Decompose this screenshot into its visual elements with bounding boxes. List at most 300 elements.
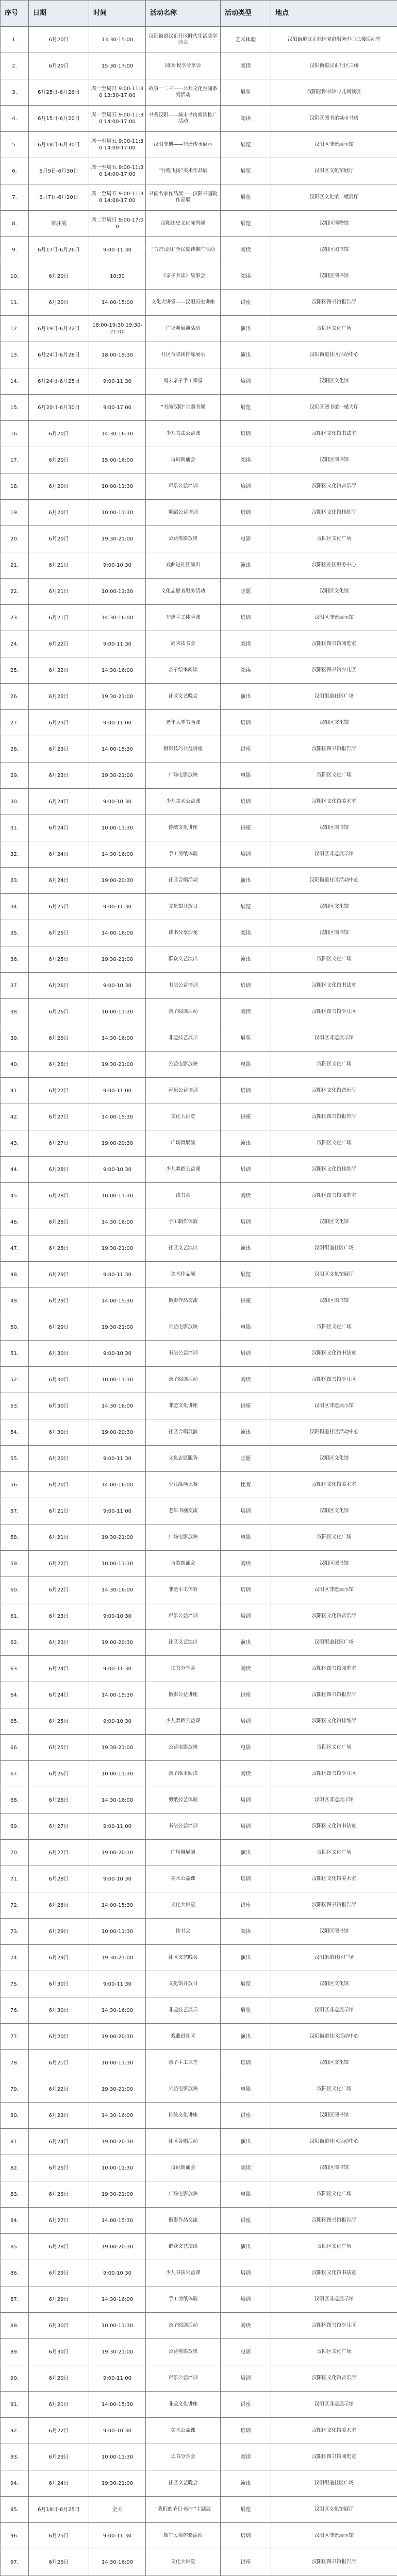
row-time: 19:30-21:00 xyxy=(89,526,146,552)
row-location: 汉阳区文化广场 xyxy=(271,2181,397,2208)
row-time: 9:00-10:30 xyxy=(89,552,146,579)
row-date: 6月30日 xyxy=(29,1341,89,1367)
row-location: 汉阳区文化馆书法室 xyxy=(271,421,397,447)
table-row xyxy=(1,1078,397,1104)
row-location: 汉阳区社区服务中心 xyxy=(271,552,397,579)
row-date: 6月25日 xyxy=(29,1708,89,1735)
header-row xyxy=(1,1,397,27)
table-row xyxy=(1,684,397,710)
table-row xyxy=(1,1919,397,1945)
row-activity-type: 比赛 xyxy=(221,1472,271,1498)
table-row xyxy=(1,999,397,1025)
row-activity-type: 培训 xyxy=(221,973,271,999)
row-index: 85. xyxy=(1,2234,29,2260)
row-activity-type: 电影 xyxy=(221,2076,271,2103)
row-date: 6月23日 xyxy=(29,762,89,789)
row-index: 89. xyxy=(1,2339,29,2365)
row-time: 10:00-11:30 xyxy=(89,473,146,500)
row-date: 6月24日 xyxy=(29,841,89,868)
row-index: 39. xyxy=(1,1025,29,1052)
row-index: 81. xyxy=(1,2129,29,2155)
row-location: 汉阳区文化馆排练厅 xyxy=(271,1157,397,1183)
row-activity-type: 阅读 xyxy=(221,1183,271,1209)
row-date: 6月22日 xyxy=(29,684,89,710)
table-row xyxy=(1,1997,397,2024)
row-date: 6月22日 xyxy=(29,631,89,657)
row-activity-type: 讲座 xyxy=(221,2549,271,2575)
row-time: 9:00-10:30 xyxy=(89,1603,146,1630)
row-index: 60. xyxy=(1,1577,29,1603)
row-location: 汉阳区文化馆 xyxy=(271,1971,397,1997)
row-location: 汉阳区非遗展示馆 xyxy=(271,1577,397,1603)
row-activity-type: 展览 xyxy=(221,1025,271,1052)
row-location: 汉阳区文化馆书法室 xyxy=(271,1341,397,1367)
row-activity-type: 培训 xyxy=(221,2365,271,2392)
row-location: 汉阳区图书馆 xyxy=(271,237,397,263)
row-activity-name: 传统文化讲座 xyxy=(146,815,221,841)
row-activity-type: 演出 xyxy=(221,2024,271,2050)
row-activity-name: 《亲子共读》故事会 xyxy=(146,263,221,290)
row-activity-type: 展览 xyxy=(221,1971,271,1997)
row-time: 9:00-10:30 xyxy=(89,1708,146,1735)
row-time: 10:00-11:30 xyxy=(89,500,146,526)
row-time: 9:00-11:00 xyxy=(89,710,146,736)
row-activity-type: 电影 xyxy=(221,1314,271,1341)
row-index: 88. xyxy=(1,2313,29,2339)
row-activity-name: 公益电影放映 xyxy=(146,1052,221,1078)
row-index: 52. xyxy=(1,1367,29,1393)
row-index: 37. xyxy=(1,973,29,999)
row-activity-name: 读书会 xyxy=(146,1919,221,1945)
table-row xyxy=(1,1183,397,1209)
row-activity-type: 培训 xyxy=(221,841,271,868)
row-activity-name: 广场电影放映 xyxy=(146,2181,221,2208)
row-time: 19:30-21:00 xyxy=(89,946,146,973)
row-location: 汉阳区文化馆 xyxy=(271,1446,397,1472)
row-date: 6月20日 xyxy=(29,1446,89,1472)
row-activity-type: 阅读 xyxy=(221,920,271,946)
row-index: 87. xyxy=(1,2286,29,2313)
row-location: 汉阳区文化广场 xyxy=(271,316,397,342)
table-row xyxy=(1,579,397,605)
row-date: 6月25日 xyxy=(29,2523,89,2549)
table-row xyxy=(1,1419,397,1446)
row-activity-name: 社区合唱活动 xyxy=(146,868,221,894)
row-location: 汉阳街道社区活动中心 xyxy=(271,2129,397,2155)
row-activity-type: 演出 xyxy=(221,684,271,710)
row-location: 汉阳区文化馆 xyxy=(271,368,397,395)
row-date: 6月20日 xyxy=(29,447,89,473)
row-index: 28. xyxy=(1,736,29,762)
row-date: 6月26日 xyxy=(29,1052,89,1078)
header-date: 日期 xyxy=(29,1,89,27)
row-activity-type: 阅读 xyxy=(221,106,271,132)
row-location: 汉阳区非遗展示馆 xyxy=(271,132,397,158)
row-index: 63. xyxy=(1,1656,29,1682)
row-time: 周一至周五 9:00-11:30 14:00-17:00 xyxy=(89,132,146,158)
row-index: 24. xyxy=(1,631,29,657)
row-time: 19:00-20:30 xyxy=(89,1840,146,1866)
row-time: 10:00-11:30 xyxy=(89,1367,146,1393)
row-index: 17. xyxy=(1,447,29,473)
row-activity-name: 亲子绘本阅读 xyxy=(146,657,221,684)
row-activity-name: 摄影公益讲座 xyxy=(146,1682,221,1708)
row-index: 4. xyxy=(1,106,29,132)
row-index: 49. xyxy=(1,1288,29,1314)
table-row xyxy=(1,1262,397,1288)
row-activity-type: 讲座 xyxy=(221,2208,271,2234)
row-location: 汉阳区文化广场 xyxy=(271,1840,397,1866)
row-activity-type: 阅读 xyxy=(221,657,271,684)
row-index: 3. xyxy=(1,79,29,106)
table-row xyxy=(1,2523,397,2549)
row-activity-name: 社区文艺演出 xyxy=(146,1630,221,1656)
row-location: 汉阳区图书馆报告厅 xyxy=(271,1104,397,1130)
table-row xyxy=(1,2470,397,2497)
row-activity-type: 讲座 xyxy=(221,290,271,316)
row-location: 汉阳区文化广场 xyxy=(271,1735,397,1761)
row-activity-name: 社区合唱展演 xyxy=(146,1419,221,1446)
row-date: 6月24日 xyxy=(29,2129,89,2155)
row-index: 20. xyxy=(1,526,29,552)
row-time: 18:00-19:30 xyxy=(89,342,146,368)
row-date: 6月21日 xyxy=(29,605,89,631)
row-activity-name: 美术公益课 xyxy=(146,2418,221,2444)
row-activity-type: 艺术体验 xyxy=(221,27,271,53)
row-activity-type: 演出 xyxy=(221,316,271,342)
row-activity-name: 老年书画交流 xyxy=(146,1498,221,1524)
row-time: 19:30-21:00 xyxy=(89,1945,146,1971)
row-index: 62. xyxy=(1,1630,29,1656)
row-time: 9:00-10:30 xyxy=(89,1341,146,1367)
row-time: 9:00-11:00 xyxy=(89,1078,146,1104)
row-activity-name: 书法公益培训 xyxy=(146,973,221,999)
row-time: 14:00-16:00 xyxy=(89,920,146,946)
row-time: 18:00-19:30 19:30-21:00 xyxy=(89,316,146,342)
row-location: 汉阳区非遗展示馆 xyxy=(271,1787,397,1814)
row-date: 6月26日 xyxy=(29,1025,89,1052)
row-location: 汉阳区图书馆 xyxy=(271,2155,397,2181)
row-time: 9:00-17:00 xyxy=(89,395,146,421)
row-activity-type: 讲座 xyxy=(221,2103,271,2129)
table-row xyxy=(1,1025,397,1052)
table-row xyxy=(1,500,397,526)
row-time: 14:30-16:00 xyxy=(89,1997,146,2024)
row-location: 汉阳区文化馆书法室 xyxy=(271,973,397,999)
table-row xyxy=(1,1341,397,1367)
row-date: 6月28日 xyxy=(29,1183,89,1209)
row-time: 9:00-10:30 xyxy=(89,2418,146,2444)
row-activity-type: 阅读 xyxy=(221,2444,271,2470)
row-date: 6月20日 xyxy=(29,290,89,316)
row-index: 32. xyxy=(1,841,29,868)
table-body xyxy=(1,27,397,2576)
row-location: 汉阳街道社区广场 xyxy=(271,1630,397,1656)
table-row xyxy=(1,1971,397,1997)
table-row xyxy=(1,2208,397,2234)
row-activity-type: 讲座 xyxy=(221,815,271,841)
row-date: 6月25日-6月26日 xyxy=(29,79,89,106)
row-time: 19:30-21:00 xyxy=(89,1235,146,1262)
row-time: 10:30 xyxy=(89,263,146,290)
row-date: 6月19日-6月22日 xyxy=(29,316,89,342)
row-date: 6月29日 xyxy=(29,1919,89,1945)
row-activity-name: 公益电影放映 xyxy=(146,2339,221,2365)
row-time: 19:30-21:00 xyxy=(89,684,146,710)
row-date: 6月20日-6月30日 xyxy=(29,395,89,421)
table-row xyxy=(1,2444,397,2470)
row-time: 10:00-11:30 xyxy=(89,2155,146,2181)
table-row xyxy=(1,2155,397,2181)
row-activity-name: 亲子阅读活动 xyxy=(146,1367,221,1393)
row-activity-name: 美术作品展 xyxy=(146,1262,221,1288)
row-time: 19:30-21:00 xyxy=(89,1524,146,1551)
row-date: 6月27日 xyxy=(29,2208,89,2234)
row-location: 汉阳区图书馆阅览室 xyxy=(271,631,397,657)
row-activity-name: 文化馆开放日 xyxy=(146,1971,221,1997)
table-row xyxy=(1,1761,397,1787)
row-time: 9:00-11:00 xyxy=(89,2365,146,2392)
row-location: 汉阳区文化馆美术室 xyxy=(271,1866,397,1892)
row-location: 汉阳区博物馆 xyxy=(271,211,397,237)
row-index: 84. xyxy=(1,2208,29,2234)
row-activity-type: 讲座 xyxy=(221,1892,271,1919)
row-time: 19:00-20:30 xyxy=(89,1630,146,1656)
row-activity-name: 手工剪纸体验 xyxy=(146,841,221,868)
row-date: 6月23日 xyxy=(29,2444,89,2470)
row-time: 周二至周日 9:00-17:00 xyxy=(89,211,146,237)
table-row xyxy=(1,2286,397,2313)
table-row xyxy=(1,2076,397,2103)
row-date: 6月25日 xyxy=(29,946,89,973)
table-row xyxy=(1,1892,397,1919)
row-activity-type: 演出 xyxy=(221,552,271,579)
row-activity-type: 培训 xyxy=(221,1157,271,1183)
row-index: 30. xyxy=(1,789,29,815)
row-date: 6月28日 xyxy=(29,1209,89,1235)
row-activity-name: 声乐公益培训 xyxy=(146,2365,221,2392)
row-date: 6月26日 xyxy=(29,973,89,999)
row-date: 6月24日-6月25日 xyxy=(29,368,89,395)
row-time: 9:00-10:30 xyxy=(89,789,146,815)
row-time: 19:30-21:00 xyxy=(89,2076,146,2103)
table-row xyxy=(1,2339,397,2365)
row-location: 汉阳区文化广场 xyxy=(271,946,397,973)
row-location: 汉阳区文化馆音乐厅 xyxy=(271,473,397,500)
row-activity-type: 阅读 xyxy=(221,999,271,1025)
row-date: 6月27日 xyxy=(29,1840,89,1866)
row-activity-name: 摄影作品交流 xyxy=(146,1288,221,1314)
row-activity-type: 讲座 xyxy=(221,736,271,762)
row-location: 汉阳区图书馆 xyxy=(271,263,397,290)
row-date: 6月23日 xyxy=(29,1603,89,1630)
row-activity-name: 少儿舞蹈公益课 xyxy=(146,1708,221,1735)
row-index: 12. xyxy=(1,316,29,342)
row-index: 58. xyxy=(1,1524,29,1551)
row-time: 周一至周五 9:00-11:30 14:00-17:00 xyxy=(89,184,146,211)
row-date: 6月9日-6月30日 xyxy=(29,158,89,184)
row-activity-name: 书画名家作品展——汉阳书画院作品展 xyxy=(146,184,221,211)
table-row xyxy=(1,894,397,920)
row-activity-type: 阅读 xyxy=(221,447,271,473)
row-date: 6月26日 xyxy=(29,1787,89,1814)
row-activity-type: 阅读 xyxy=(221,1551,271,1577)
row-index: 9. xyxy=(1,237,29,263)
table-row xyxy=(1,552,397,579)
row-activity-type: 展览 xyxy=(221,184,271,211)
row-date: 6月23日 xyxy=(29,1630,89,1656)
table-row xyxy=(1,2365,397,2392)
row-activity-name: 非遗手工体验 xyxy=(146,1577,221,1603)
row-date: 6月25日 xyxy=(29,920,89,946)
row-activity-type: 展览 xyxy=(221,158,271,184)
row-date: 6月20日 xyxy=(29,53,89,79)
row-date: 6月20日 xyxy=(29,1472,89,1498)
row-date: 6月22日 xyxy=(29,2418,89,2444)
row-time: 全天 xyxy=(89,2497,146,2523)
table-row xyxy=(1,1551,397,1577)
row-time: 14:00-15:30 xyxy=(89,1682,146,1708)
row-time: 15:00-16:00 xyxy=(89,447,146,473)
row-activity-name: 剪纸技艺体验 xyxy=(146,1787,221,1814)
row-location: 汉阳区文化广场 xyxy=(271,1052,397,1078)
row-activity-name: 群众文艺演出 xyxy=(146,2234,221,2260)
row-date: 6月27日 xyxy=(29,1814,89,1840)
row-activity-name: 社区文艺晚会 xyxy=(146,2470,221,2497)
table-row xyxy=(1,79,397,106)
row-time: 10:00-11:30 xyxy=(89,1919,146,1945)
row-activity-name: 广场电影放映 xyxy=(146,1524,221,1551)
row-date: 6月29日 xyxy=(29,2286,89,2313)
row-activity-type: 电影 xyxy=(221,526,271,552)
row-date: 6月26日 xyxy=(29,2549,89,2575)
row-activity-name: 公益电影放映 xyxy=(146,526,221,552)
table-row xyxy=(1,789,397,815)
row-location: 汉阳区文化馆 xyxy=(271,2050,397,2076)
row-activity-name: 社区合唱活动 xyxy=(146,2129,221,2155)
row-location: 汉阳区非遗展示馆 xyxy=(271,2523,397,2549)
row-activity-name: 群众文艺演出 xyxy=(146,946,221,973)
row-activity-name: 广场舞展演 xyxy=(146,1840,221,1866)
row-date: 6月23日 xyxy=(29,710,89,736)
row-location: 汉阳区非遗展示馆 xyxy=(271,1997,397,2024)
row-time: 13:30-15:00 xyxy=(89,27,146,53)
row-location: 汉阳街道社区广场 xyxy=(271,1945,397,1971)
row-index: 91. xyxy=(1,2392,29,2418)
table-row xyxy=(1,1682,397,1708)
row-location: 汉阳区文化广场 xyxy=(271,1130,397,1157)
row-location: 汉阳区图书馆少儿区 xyxy=(271,1761,397,1787)
row-activity-name: 手工制作体验 xyxy=(146,1209,221,1235)
row-activity-name: 读书分享会 xyxy=(146,2444,221,2470)
row-location: 汉阳街道社区活动中心 xyxy=(271,868,397,894)
table-row xyxy=(1,2549,397,2575)
table-row xyxy=(1,1498,397,1524)
row-activity-name: 文化志愿服务 xyxy=(146,1446,221,1472)
row-index: 23. xyxy=(1,605,29,631)
row-activity-type: 讲座 xyxy=(221,1682,271,1708)
row-index: 80. xyxy=(1,2103,29,2129)
row-index: 78. xyxy=(1,2050,29,2076)
row-index: 34. xyxy=(1,894,29,920)
row-index: 33. xyxy=(1,868,29,894)
row-time: 10:00-11:30 xyxy=(89,2313,146,2339)
table-row xyxy=(1,27,397,53)
row-index: 42. xyxy=(1,1104,29,1130)
row-activity-type: 电影 xyxy=(221,1524,271,1551)
row-date: 6月24日-6月26日 xyxy=(29,342,89,368)
row-time: 9:00-11:30 xyxy=(89,1446,146,1472)
row-activity-type: 讲座 xyxy=(221,1288,271,1314)
row-index: 21. xyxy=(1,552,29,579)
row-activity-type: 培训 xyxy=(221,1209,271,1235)
table-row xyxy=(1,1814,397,1840)
row-index: 95. xyxy=(1,2497,29,2523)
row-activity-type: 讲座 xyxy=(221,2392,271,2418)
table-row xyxy=(1,2260,397,2286)
row-location: 汉阳街道社区广场 xyxy=(271,684,397,710)
table-row xyxy=(1,920,397,946)
row-activity-type: 展览 xyxy=(221,894,271,920)
row-index: 82. xyxy=(1,2155,29,2181)
row-activity-type: 培训 xyxy=(221,1341,271,1367)
row-activity-name: “行程飞扬”美术作品展 xyxy=(146,158,221,184)
table-row xyxy=(1,1393,397,1419)
table-row xyxy=(1,421,397,447)
row-location: 汉阳区图书馆一楼大厅 xyxy=(271,395,397,421)
row-location: 汉阳区文化馆 xyxy=(271,710,397,736)
row-location: 汉阳区图书馆城市书房 xyxy=(271,106,397,132)
table-row xyxy=(1,316,397,342)
row-index: 86. xyxy=(1,2260,29,2286)
row-date: 6月28日 xyxy=(29,1235,89,1262)
table-row xyxy=(1,1656,397,1682)
row-index: 25. xyxy=(1,657,29,684)
row-index: 55. xyxy=(1,1446,29,1472)
row-location: 汉阳区文化馆展厅 xyxy=(271,2497,397,2523)
row-time: 9:00-11:00 xyxy=(89,1498,146,1524)
row-index: 76. xyxy=(1,1997,29,2024)
row-location: 汉阳区非遗展示馆 xyxy=(271,841,397,868)
row-time: 19:00-20:30 xyxy=(89,1419,146,1446)
row-index: 1. xyxy=(1,27,29,53)
row-time: 15:30-17:00 xyxy=(89,53,146,79)
row-date: 6月22日 xyxy=(29,2076,89,2103)
row-date: 6月18日-6月30日 xyxy=(29,132,89,158)
row-activity-name: 社区文艺晚会 xyxy=(146,1945,221,1971)
row-index: 7. xyxy=(1,184,29,211)
row-time: 9:00-11:30 xyxy=(89,894,146,920)
row-time: 10:00-11:30 xyxy=(89,2050,146,2076)
row-time: 周一至周五 9:00-11:30 14:00-17:00 xyxy=(89,106,146,132)
row-index: 22. xyxy=(1,579,29,605)
row-activity-type: 展览 xyxy=(221,1262,271,1288)
row-time: 10:00-11:30 xyxy=(89,1183,146,1209)
row-index: 83. xyxy=(1,2181,29,2208)
row-activity-name: 舞蹈公益培训 xyxy=(146,500,221,526)
table-row xyxy=(1,1367,397,1393)
row-activity-type: 展览 xyxy=(221,211,271,237)
row-index: 2. xyxy=(1,53,29,79)
row-activity-name: 非遗手工体验课 xyxy=(146,605,221,631)
row-index: 75. xyxy=(1,1971,29,1997)
row-time: 14:00-15:30 xyxy=(89,1288,146,1314)
table-row xyxy=(1,815,397,841)
row-location: 汉阳区文化馆 xyxy=(271,1498,397,1524)
table-row xyxy=(1,2024,397,2050)
row-index: 97. xyxy=(1,2549,29,2575)
row-activity-type: 讲座 xyxy=(221,1104,271,1130)
